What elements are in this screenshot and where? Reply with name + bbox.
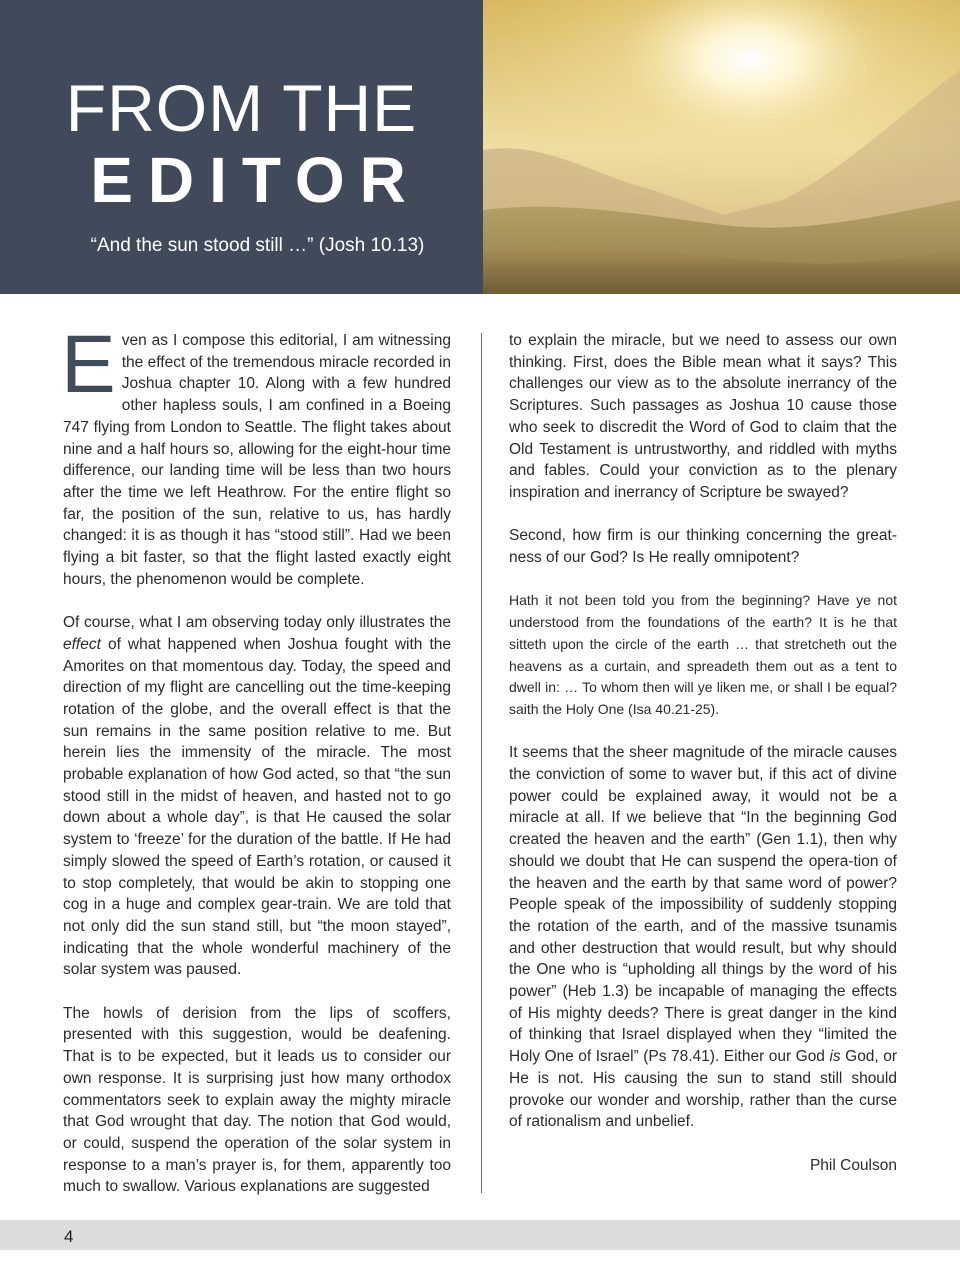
paragraph-text: ven as I compose this editorial, I am witnessing the effect of the tremendous miracle recorded in Joshua chapter 10. Along with a few hundred other hapless souls, I am confined in a Boeing 747 flying from London to Seattle. The flight takes about nine and a half hours so, allowing for the eight-hour time difference, our landing time will be less than two hours after the time we left Heathrow. For the entire flight so far, the position of the sun, relative to us, has hardly changed: it is as though it has “stood still”. Had we been flying a bit faster, so that the flight lasted exactly eight hours, the phenomenon would be complete.	[63, 332, 451, 588]
paragraph-text: of what happened when Joshua fought with the Amorites on that momentous day. Today, the speed and direction of my flight are cancelling out the time-keeping rotation of the globe, and the overall effect is that the sun remains in the same position relative to me. But herein lies the immensity of the miracle. The most probable explanation of how God acted, so that “the sun stood still in the midst of heaven, and hasted not to go down about a whole day”, is that He caused the solar system to ‘freeze’ for the duration of the battle. If He had simply slowed the speed of Earth’s rotation, or caused it to stop completely, that would be akin to stopping one cog in a huge and complex gear-train. We are told that not only did the sun stand still, but “the moon stayed”, indicating that the whole wonderful machinery of the solar system was paused.	[63, 635, 451, 979]
header-subtitle: “And the sun stood still …” (Josh 10.13)	[90, 235, 425, 256]
hero-image	[483, 0, 960, 294]
paragraph-text: God, or He is not. His causing the sun to stand still should provoke our wonder and worship, rather than the curse of rationalism and unbelief.	[509, 1048, 898, 1131]
title-line-1: FROM THE	[65, 71, 418, 145]
paragraph-text: Of course, what I am observing today only illustrates the	[63, 614, 451, 632]
paragraph: to explain the miracle, but we need to assess our own thinking. First, does the Bible mean what it says? This challenges our view as to the absolute inerrancy of the Scriptures. Such passages as Joshua 10 cause those who seek to discredit the Word of God to claim that the Old Testament is untrustworthy, and riddled with myths and fables. Could your conviction as to the plenary inspiration and inerrancy of Scripture be swayed?	[509, 332, 897, 501]
emphasis-text: effect	[63, 635, 101, 653]
paragraph-text: It seems that the sheer magnitude of the miracle causes the conviction of some to waver but, if this act of divine power could be explained away, it would not be a miracle at all. If we believe that “In the beginning God created the heaven and the earth” (Gen 1.1), then why should we doubt that He can suspend the opera-tion of the heaven and the earth by that same word of power? People speak of the impossibility of suddenly stopping the rotation of the earth, and of the massive tsunamis and other destruction that would result, but why should the One who is “upholding all things by the word of his power” (Heb 1.3) be incapable of managing the effects of His mighty deeds? There is great danger in the kind of thinking that Israel displayed when they “limited the Holy One of Israel” (Ps 78.41). Either our God	[509, 744, 897, 1066]
block-quote: Hath it not been told you from the beginning? Have ye not understood from the foundations of the earth? It is he that sitteth upon the circle of the earth … that stretcheth out the heavens as a curtain, and spreadeth them out as a tent to dwell in: … To whom then will ye liken me, or shall I be equal? saith the Holy One (Isa 40.21-25).	[509, 592, 897, 717]
page-number: 4	[64, 1227, 74, 1246]
article-column-right	[509, 330, 897, 1198]
article-column-left	[61, 319, 451, 1220]
emphasis-text: is	[829, 1048, 841, 1066]
header-panel	[0, 0, 483, 294]
paragraph	[509, 742, 897, 1133]
drop-cap: E	[61, 319, 116, 410]
paragraph	[63, 612, 451, 981]
sunlit-mountain-valley-photo	[483, 0, 960, 294]
paragraph: The howls of derision from the lips of scoffers, presented with this suggestion, would be deafening. That is to be expected, but it leads us to consider our own response. It is surprising just how many orthodox commentators seek to explain away the mighty miracle that God wrought that day. The notion that God would, or could, suspend the operation of the solar system in response to a man’s prayer is, for them, apparently too much to swallow. Various explanations are suggested	[63, 1004, 451, 1196]
footer-bar	[0, 1220, 960, 1250]
title-line-2: EDITOR	[90, 144, 421, 216]
paragraph: Second, how firm is our thinking concerning the great-ness of our God? Is He really omnipotent?	[509, 527, 897, 567]
column-divider	[481, 333, 482, 1193]
author-signature: Phil Coulson	[809, 1156, 897, 1174]
paragraph	[61, 319, 451, 590]
